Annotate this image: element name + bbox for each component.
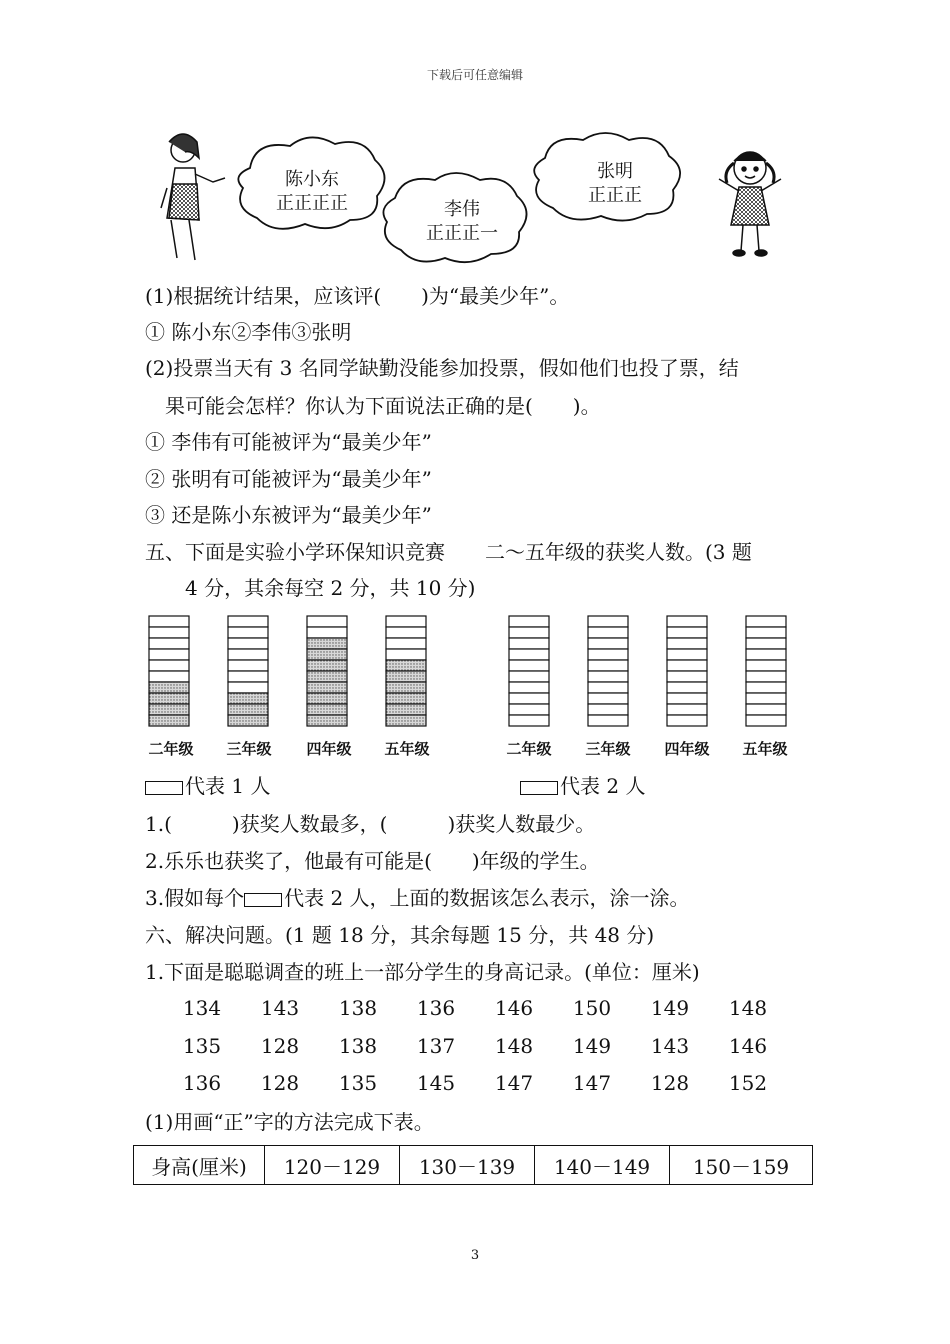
question-2: (2)投票当天有 3 名同学缺勤没能参加投票，假如他们也投了票，结 — [145, 356, 739, 380]
empty-cell — [746, 704, 786, 715]
empty-cell — [509, 671, 549, 682]
empty-cell — [588, 627, 628, 638]
height-value: 145 — [416, 1071, 456, 1095]
candidate-name: 张明 — [597, 161, 633, 182]
grade-label: 三年级 — [226, 740, 272, 758]
empty-cell — [746, 671, 786, 682]
tally-table — [133, 1145, 813, 1185]
section-6-title: 六、解决问题。(1 题 18 分，其余每题 15 分，共 48 分) — [145, 923, 655, 947]
height-value: 152 — [728, 1071, 768, 1095]
cloud-3-text — [565, 160, 665, 208]
table-header-cell: 120－129 — [265, 1146, 400, 1185]
filled-cell — [228, 704, 268, 715]
filled-cell — [386, 660, 426, 671]
girl-figure — [719, 152, 781, 256]
unit-box-icon — [244, 893, 282, 907]
height-value: 146 — [728, 1034, 768, 1058]
empty-cell — [667, 616, 707, 627]
height-value: 128 — [650, 1071, 690, 1095]
filled-block-chart — [140, 612, 460, 732]
empty-cell — [509, 704, 549, 715]
grade-label: 三年级 — [585, 740, 631, 758]
empty-cell — [667, 671, 707, 682]
empty-cell — [228, 682, 268, 693]
empty-cell — [667, 649, 707, 660]
height-value: 148 — [728, 996, 768, 1020]
empty-cell — [588, 649, 628, 660]
filled-cell — [228, 715, 268, 726]
height-value: 134 — [182, 996, 222, 1020]
empty-cell — [746, 638, 786, 649]
grade-label: 四年级 — [664, 740, 710, 758]
page-number: 3 — [470, 1248, 480, 1263]
empty-cell — [588, 704, 628, 715]
tally-marks: 正正正正 — [276, 193, 348, 214]
cloud-1-text — [262, 168, 362, 216]
bar-column-三年级 — [228, 616, 268, 726]
height-value: 136 — [182, 1071, 222, 1095]
empty-cell — [667, 638, 707, 649]
grade-label: 四年级 — [306, 740, 352, 758]
filled-cell — [228, 693, 268, 704]
empty-cell — [746, 660, 786, 671]
table-header-cell: 150－159 — [670, 1146, 813, 1185]
grade-label: 二年级 — [506, 740, 552, 758]
options-1: ① 陈小东②李伟③张明 — [145, 320, 352, 344]
filled-cell — [149, 682, 189, 693]
section-6-question-1: 1.下面是聪聪调查的班上一部分学生的身高记录。(单位：厘米) — [145, 960, 700, 984]
filled-cell — [149, 704, 189, 715]
question-1: (1)根据统计结果，应该评( )为“最美少年”。 — [145, 284, 570, 308]
empty-cell — [588, 616, 628, 627]
height-value: 147 — [494, 1071, 534, 1095]
empty-cell — [588, 638, 628, 649]
grade-label: 五年级 — [742, 740, 788, 758]
empty-cell — [746, 715, 786, 726]
filled-cell — [307, 649, 347, 660]
empty-cell — [588, 715, 628, 726]
filled-cell — [386, 715, 426, 726]
empty-cell — [149, 627, 189, 638]
height-value: 147 — [572, 1071, 612, 1095]
empty-cell — [746, 649, 786, 660]
empty-cell — [149, 649, 189, 660]
height-value: 149 — [572, 1034, 612, 1058]
bar-column-三年级 — [588, 616, 628, 726]
empty-cell — [386, 627, 426, 638]
height-value: 128 — [260, 1034, 300, 1058]
height-value: 137 — [416, 1034, 456, 1058]
table-header-cell: 身高(厘米) — [134, 1146, 265, 1185]
table-header-cell: 130－139 — [400, 1146, 535, 1185]
height-value: 149 — [650, 996, 690, 1020]
teacher-figure — [161, 134, 225, 260]
filled-cell — [386, 693, 426, 704]
empty-cell — [667, 715, 707, 726]
filled-cell — [149, 715, 189, 726]
empty-cell — [228, 671, 268, 682]
empty-cell — [588, 682, 628, 693]
empty-cell — [667, 627, 707, 638]
filled-cell — [307, 671, 347, 682]
height-value: 150 — [572, 996, 612, 1020]
filled-cell — [307, 704, 347, 715]
tally-marks: 正正正 — [588, 185, 642, 206]
empty-cell — [588, 671, 628, 682]
filled-cell — [307, 693, 347, 704]
grade-label: 五年级 — [384, 740, 430, 758]
empty-cell — [746, 627, 786, 638]
page-header: 下载后可任意编辑 — [426, 68, 523, 82]
filled-cell — [307, 715, 347, 726]
height-value: 136 — [416, 996, 456, 1020]
empty-cell — [509, 715, 549, 726]
empty-cell — [509, 682, 549, 693]
bar-column-五年级 — [746, 616, 786, 726]
filled-cell — [386, 704, 426, 715]
height-value: 135 — [338, 1071, 378, 1095]
empty-cell — [509, 660, 549, 671]
empty-cell — [667, 682, 707, 693]
filled-cell — [307, 638, 347, 649]
filled-cell — [386, 671, 426, 682]
candidate-name: 李伟 — [444, 199, 480, 220]
empty-cell — [746, 693, 786, 704]
filled-cell — [386, 682, 426, 693]
empty-cell — [228, 660, 268, 671]
height-value: 148 — [494, 1034, 534, 1058]
empty-cell — [588, 660, 628, 671]
section-5-title: 五、下面是实验小学环保知识竞赛 二～五年级的获奖人数。(3 题 — [145, 540, 752, 564]
unit-box-icon — [520, 781, 558, 795]
empty-cell — [149, 616, 189, 627]
empty-cell — [228, 627, 268, 638]
bar-column-四年级 — [307, 616, 347, 726]
bar-column-二年级 — [149, 616, 189, 726]
candidate-name: 陈小东 — [285, 169, 339, 190]
empty-cell — [386, 649, 426, 660]
empty-cell — [509, 638, 549, 649]
empty-cell — [228, 638, 268, 649]
filled-cell — [149, 693, 189, 704]
empty-cell — [149, 671, 189, 682]
table-header-cell: 140－149 — [535, 1146, 670, 1185]
empty-cell — [228, 616, 268, 627]
section-5-title-cont: 4 分，其余每空 2 分，共 10 分) — [145, 576, 476, 600]
table-instruction: (1)用画“正”字的方法完成下表。 — [145, 1110, 434, 1134]
empty-cell — [149, 638, 189, 649]
empty-cell — [386, 616, 426, 627]
question-2-cont: 果可能会怎样？你认为下面说法正确的是( )。 — [145, 394, 601, 418]
legend-right: 代表 2 人 — [520, 774, 645, 798]
empty-cell — [307, 627, 347, 638]
table-row — [134, 1146, 813, 1185]
empty-cell — [746, 616, 786, 627]
empty-cell — [307, 616, 347, 627]
bar-column-四年级 — [667, 616, 707, 726]
empty-cell — [386, 638, 426, 649]
empty-cell — [149, 660, 189, 671]
option-c: ③ 还是陈小东被评为“最美少年” — [145, 503, 432, 527]
empty-cell — [667, 660, 707, 671]
option-b: ② 张明有可能被评为“最美少年” — [145, 467, 432, 491]
empty-cell — [588, 693, 628, 704]
bar-column-二年级 — [509, 616, 549, 726]
empty-cell — [509, 616, 549, 627]
bar-column-五年级 — [386, 616, 426, 726]
unit-box-icon — [145, 781, 183, 795]
empty-cell — [509, 627, 549, 638]
filled-cell — [307, 660, 347, 671]
filled-cell — [307, 682, 347, 693]
height-value: 128 — [260, 1071, 300, 1095]
legend-left: 代表 1 人 — [145, 774, 270, 798]
height-value: 138 — [338, 996, 378, 1020]
height-value: 135 — [182, 1034, 222, 1058]
sub-question-3: 3.假如每个 代表 2 人，上面的数据该怎么表示，涂一涂。 — [145, 886, 690, 910]
grade-label: 二年级 — [148, 740, 194, 758]
cloud-2-text — [412, 198, 512, 246]
height-value: 138 — [338, 1034, 378, 1058]
sub-question-1: 1.( )获奖人数最多，( )获奖人数最少。 — [145, 812, 596, 836]
height-value: 146 — [494, 996, 534, 1020]
empty-cell — [509, 649, 549, 660]
empty-block-chart[interactable] — [500, 612, 820, 732]
tally-marks: 正正正一 — [426, 223, 498, 244]
empty-cell — [667, 693, 707, 704]
sub-question-2: 2.乐乐也获奖了，他最有可能是( )年级的学生。 — [145, 849, 600, 873]
empty-cell — [746, 682, 786, 693]
empty-cell — [509, 693, 549, 704]
height-value: 143 — [650, 1034, 690, 1058]
height-value: 143 — [260, 996, 300, 1020]
empty-cell — [228, 649, 268, 660]
empty-cell — [667, 704, 707, 715]
option-a: ① 李伟有可能被评为“最美少年” — [145, 430, 432, 454]
